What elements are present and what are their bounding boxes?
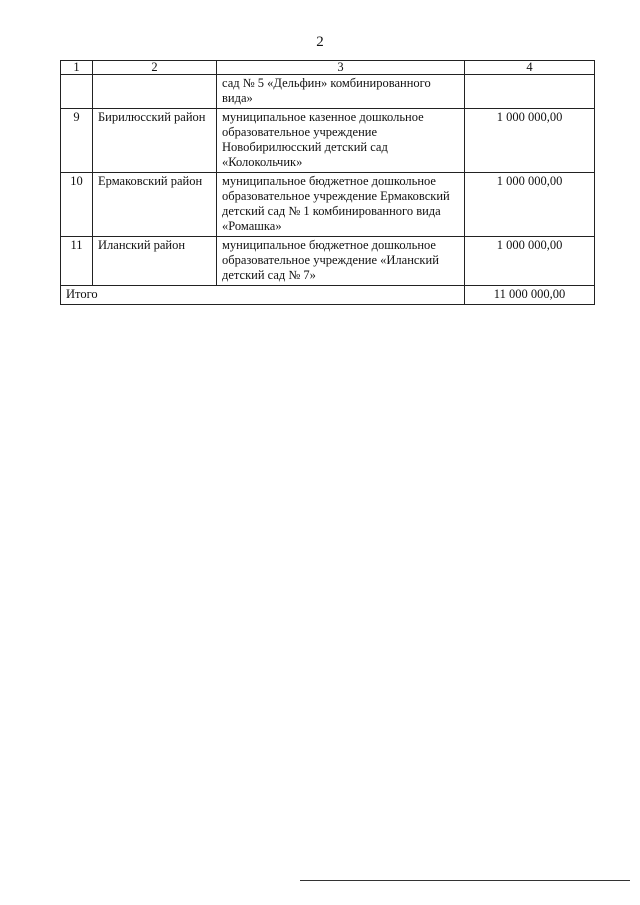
table-row — [61, 237, 595, 286]
header-cell-4: 4 — [465, 61, 595, 75]
table-row-continuation — [61, 75, 595, 109]
footer-divider — [300, 880, 630, 881]
cell-amount: 1 000 000,00 — [465, 237, 595, 286]
cell-num: 10 — [61, 173, 93, 237]
cell-num: 9 — [61, 109, 93, 173]
cell-institution: муниципальное бюджетное дошкольное образовательное учреждение Ермаковский детский сад № 1 комбинированного вида «Ромашка» — [217, 173, 465, 237]
header-cell-3: 3 — [217, 61, 465, 75]
header-cell-2: 2 — [93, 61, 217, 75]
cell-amount: 1 000 000,00 — [465, 173, 595, 237]
cell-institution: сад № 5 «Дельфин» комбинированного вида» — [217, 75, 465, 109]
cell-num: 11 — [61, 237, 93, 286]
cell-amount: 1 000 000,00 — [465, 109, 595, 173]
cell-amount — [465, 75, 595, 109]
header-cell-1: 1 — [61, 61, 93, 75]
table-row — [61, 173, 595, 237]
page-number: 2 — [316, 34, 324, 50]
cell-institution: муниципальное казенное дошкольное образовательное учреждение Новобирилюсский детский сад «Колокольчик» — [217, 109, 465, 173]
table-header-row — [61, 61, 595, 75]
allocation-table — [60, 60, 595, 305]
total-label: Итого — [61, 286, 465, 305]
cell-num — [61, 75, 93, 109]
cell-district: Ермаковский район — [93, 173, 217, 237]
cell-district — [93, 75, 217, 109]
table-row — [61, 109, 595, 173]
cell-district: Бирилюсский район — [93, 109, 217, 173]
cell-district: Иланский район — [93, 237, 217, 286]
cell-institution: муниципальное бюджетное дошкольное образовательное учреждение «Иланский детский сад № 7» — [217, 237, 465, 286]
table-total-row — [61, 286, 595, 305]
total-amount: 11 000 000,00 — [465, 286, 595, 305]
